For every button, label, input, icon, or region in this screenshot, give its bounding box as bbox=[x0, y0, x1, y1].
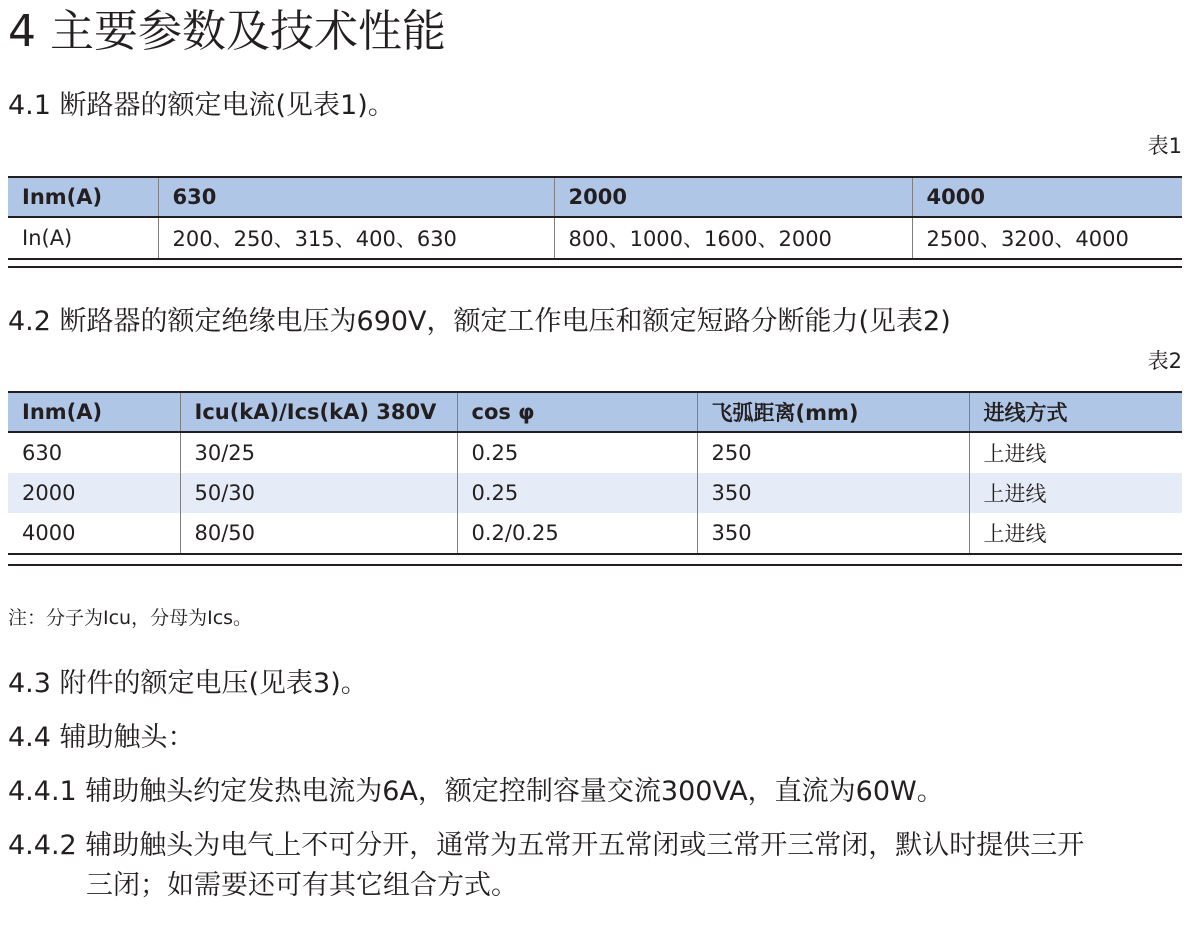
section-4-4-1-text: 4.4.1 辅助触头约定发热电流为6A，额定控制容量交流300VA，直流为60W。 bbox=[8, 776, 944, 807]
table-header-cell: Inm(A) bbox=[8, 392, 180, 432]
table-row bbox=[8, 432, 1182, 473]
section-heading: 4 主要参数及技术性能 bbox=[8, 6, 446, 57]
section-4-1-text: 4.1 断路器的额定电流(见表1)。 bbox=[8, 90, 395, 121]
table-cell: 上进线 bbox=[969, 513, 1182, 554]
breaking-capacity-table bbox=[8, 391, 1182, 555]
table-cell: 800、1000、1600、2000 bbox=[554, 217, 912, 259]
table-header-cell: 4000 bbox=[912, 177, 1182, 217]
table-row bbox=[8, 473, 1182, 513]
table-row bbox=[8, 217, 1182, 259]
table-header-cell: Icu(kA)/Ics(kA) 380V bbox=[180, 392, 457, 432]
table2-caption: 表2 bbox=[1147, 349, 1182, 373]
table-cell: 0.25 bbox=[457, 432, 697, 473]
table-cell: 630 bbox=[22, 441, 63, 465]
table-header-row bbox=[8, 177, 1182, 217]
section-4-4-2-continuation: 三闭；如需要还可有其它组合方式。 bbox=[86, 870, 518, 901]
table-cell: 250 bbox=[697, 432, 969, 473]
rated-current-table bbox=[8, 176, 1182, 260]
table-header-cell: Inm(A) bbox=[8, 177, 158, 217]
section-4-3-text: 4.3 附件的额定电压(见表3)。 bbox=[8, 668, 368, 699]
section-4-4-2-text: 4.4.2 辅助触头为电气上不可分开，通常为五常开五常闭或三常开三常闭，默认时提供三开 bbox=[8, 830, 1085, 861]
table-cell: 上进线 bbox=[969, 473, 1182, 513]
table-cell: 0.25 bbox=[457, 473, 697, 513]
table-cell: 80/50 bbox=[180, 513, 457, 554]
table-header-cell: 进线方式 bbox=[969, 392, 1182, 432]
table2-bottom-rule bbox=[8, 564, 1182, 566]
table-cell: In(A) bbox=[8, 217, 158, 259]
section-4-2-text: 4.2 断路器的额定绝缘电压为690V，额定工作电压和额定短路分断能力(见表2) bbox=[8, 306, 951, 337]
table-cell: 350 bbox=[697, 473, 969, 513]
table-header-cell: 630 bbox=[158, 177, 554, 217]
table-cell: 200、250、315、400、630 bbox=[158, 217, 554, 259]
table-note: 注：分子为Icu，分母为Ics。 bbox=[8, 607, 253, 629]
table-cell: 350 bbox=[697, 513, 969, 554]
table-cell: 0.2/0.25 bbox=[457, 513, 697, 554]
table-row bbox=[8, 513, 1182, 554]
table-header-cell: 飞弧距离(mm) bbox=[697, 392, 969, 432]
table1-caption: 表1 bbox=[1147, 134, 1182, 158]
table-header-row bbox=[8, 392, 1182, 432]
table-cell: 50/30 bbox=[180, 473, 457, 513]
section-4-4-text: 4.4 辅助触头： bbox=[8, 722, 195, 753]
table1-bottom-rule bbox=[8, 266, 1182, 268]
table-header-cell: 2000 bbox=[554, 177, 912, 217]
table-header-cell: cos φ bbox=[457, 392, 697, 432]
table-cell: 2500、3200、4000 bbox=[912, 217, 1182, 259]
table-cell: 30/25 bbox=[180, 432, 457, 473]
table-cell: 上进线 bbox=[969, 432, 1182, 473]
table-cell: 2000 bbox=[8, 473, 180, 513]
table-cell: 4000 bbox=[8, 513, 180, 554]
